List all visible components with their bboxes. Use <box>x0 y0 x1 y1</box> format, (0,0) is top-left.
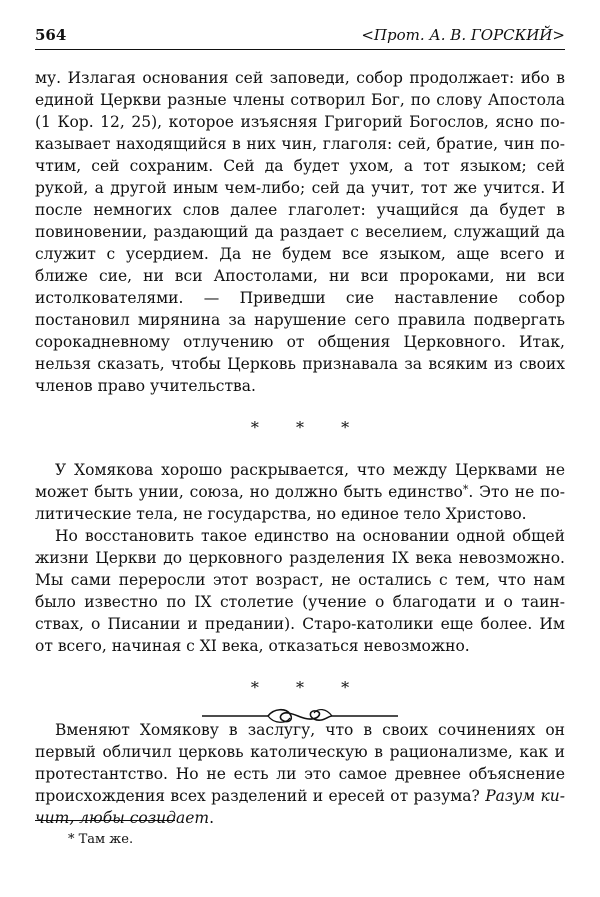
footnote-rule <box>35 820 175 821</box>
footnote-marker: * <box>462 483 469 496</box>
paragraph-text: Вменяют Хомякову в заслугу, что в своих сочинениях он первый обличил церковь католическую в рационализме, как и протестантство. Но не есть ли это самое древнее объяснение происхождения всех разделений и ересей от разума? <box>35 721 565 805</box>
paragraph-khomyakov-unity <box>35 459 565 525</box>
ornament-flourish-icon <box>200 704 400 728</box>
header-rule <box>35 49 565 50</box>
paragraph-text: . Это не политические тела, не государства, но единое тело Христово. <box>35 483 566 523</box>
running-title: <Прот. А. В. ГОРСКИЙ> <box>361 26 565 44</box>
italic-quote: Разум кичит, любы созидает <box>35 787 565 827</box>
paragraph-council: му. Излагая основания сей заповеди, собор продолжает: ибо в единой Церкви разные члены сотворил Бог, по слову Апостола (1 Кор. 12, 25), которое изъясняя Григорий Богослов, ясно показывает находящийся в них чин, глаголя: сей, братие, чин почтим, сей сохраним. Сей да будет ухом, а тот языком; сей рукой, а другой иным чем-либо; сей да учит, тот же учится. И после немногих слов далее глаголет: учащийся да будет в повиновении, раздающий да раздает с веселием, служащий да служит с усердием. Да не будем все языком, аще всего и ближе сие, ни вси Апостолами, ни вси пророками, ни вси истолкователями. — Приведши сие наставление собор постановил мирянина за нарушение сего правила подвергать сорокадневному отлучению от общения Церковного. Итак, нельзя сказать, чтобы Церковь признавала за всяким из своих членов право учительства. <box>35 69 565 395</box>
section-separator: * * * <box>250 678 366 697</box>
paragraph-restoration: Но восстановить такое единство на основании одной общей жизни Церкви до церковного разделения IX века невозможно. Мы сами переросли этот возраст, не остались с тем, что нам было известно по IX столетие (учение о благодати и о таинствах, о Писании и предании). Старо-католики еще более. Им от всего, начиная с XI века, отказаться невозможно. <box>35 527 565 655</box>
page-header <box>35 26 565 44</box>
paragraph-text: У Хомякова хорошо раскрывается, что между Церквами не может быть унии, союза, но должно быть единство <box>35 461 565 501</box>
page-number: 564 <box>35 26 67 44</box>
paragraph-rationalism <box>35 719 565 829</box>
section-separator: * * * <box>250 418 366 437</box>
footnote: * Там же. <box>68 832 134 847</box>
paragraph-text: . <box>209 809 215 827</box>
